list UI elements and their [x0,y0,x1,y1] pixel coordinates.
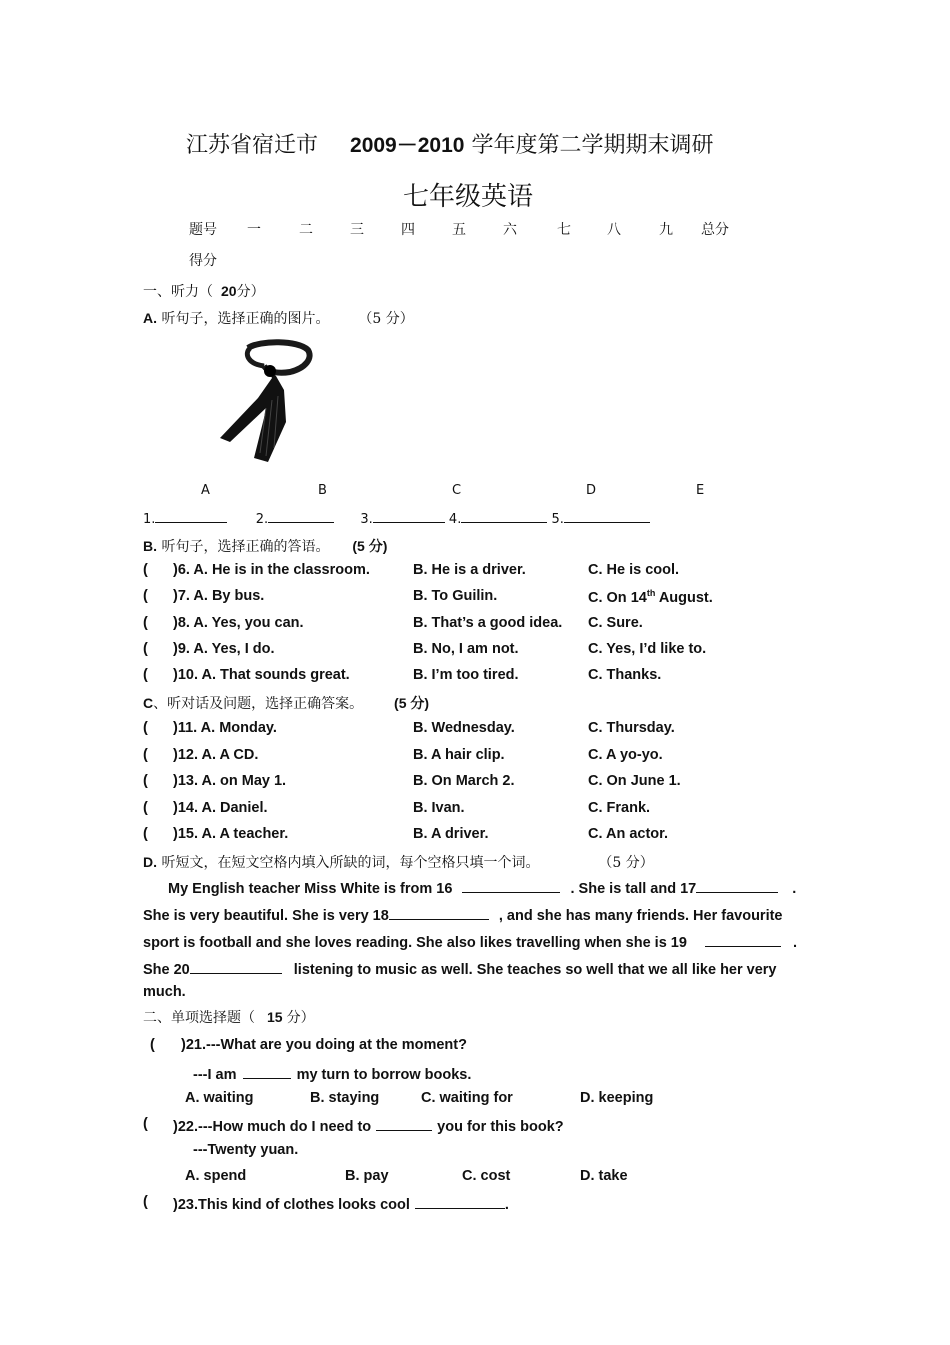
section-c-label: C [143,695,154,711]
score-col-4: 四 [401,222,415,238]
part1-heading [143,281,265,301]
question-option-c: C. An actor. [588,826,669,842]
reply-text: my turn to borrow books. [296,1067,472,1083]
question-text-b: you for this book? [437,1119,564,1135]
question-option-c: C. Sure. [588,615,643,631]
answer-3-label: 3. [360,512,373,527]
title-place: 江苏省宿迁市 [186,133,319,158]
picture-letter-b: B [318,483,327,498]
question-option-b: B. On March 2. [413,773,515,789]
passage-text: She 20 [143,962,190,978]
question-option-b: B. A hair clip. [413,747,505,763]
answer-paren[interactable]: ( [143,747,148,763]
passage-text: listening to music as well. She teaches so well that we all like her very [293,962,777,978]
score-col-7: 七 [557,222,571,238]
blank-20[interactable] [190,959,282,974]
part1-heading-post: 分） [236,284,265,300]
question-option-a: )13. A. on May 1. [173,773,287,789]
answer-5-label: 5. [551,512,564,527]
section-d-heading [143,852,654,872]
option-c: C. waiting for [421,1090,513,1106]
passage-text: , and she has many friends. Her favourite [498,908,783,924]
question-option-c: C. Frank. [588,800,651,816]
section-a-heading [143,308,414,328]
question-option-a: )12. A. A CD. [173,747,259,763]
score-col-total: 总分 [701,222,729,238]
section-a-label: A. [143,310,157,326]
question-option-a: )7. A. By bus. [173,588,265,604]
answer-5-blank[interactable] [564,508,650,523]
score-col-3: 三 [350,222,364,238]
question-option-b: B. He is a driver. [413,562,526,578]
blank-17[interactable] [696,878,778,893]
question-option-a: )6. A. He is in the classroom. [173,562,370,578]
passage-text: My English teacher Miss White is from 16 [168,881,453,897]
part1-heading-points: 20 [221,283,237,299]
ordinal-suffix: th [646,588,656,598]
picture-letter-c: C [452,483,462,498]
question-option-c: C. A yo-yo. [588,747,663,763]
question-option-b: B. To Guilin. [413,588,498,604]
blank-19[interactable] [705,932,781,947]
answer-2-label: 2. [255,512,269,527]
blank-21[interactable] [243,1064,291,1079]
passage-line [143,905,783,924]
question-option-a: )9. A. Yes, I do. [173,641,275,657]
passage-text: She is very beautiful. She is very 18 [143,908,389,924]
option-a: A. waiting [185,1090,254,1106]
section-d-label: D. [143,854,157,870]
section-b-label: B. [143,538,157,554]
passage-line [168,878,796,897]
question-option-b: B. No, I am not. [413,641,519,657]
question-option-a: )11. A. Monday. [173,720,277,736]
blank-16[interactable] [462,878,560,893]
title-term: 学年度第二学期期末调研 [471,133,714,158]
question-option-c: C. Yes, I’d like to. [588,641,707,657]
question-option-c: C. Thanks. [588,667,662,683]
question-option-b: B. Ivan. [413,800,465,816]
question-text: )21.---What are you doing at the moment? [181,1037,467,1053]
answer-1-blank[interactable] [155,508,227,523]
score-row-label: 得分 [189,253,217,269]
option-c-month: August. [655,589,713,606]
answer-1-label: 1. [143,512,156,527]
question-text-a: )22.---How much do I need to [173,1119,372,1135]
picture-letter-d: D [586,483,597,498]
question-option-a: )15. A. A teacher. [173,826,289,842]
blank-22[interactable] [376,1116,432,1131]
answer-paren[interactable]: ( [143,562,148,578]
score-col-1: 一 [247,222,261,238]
question-text [173,1194,509,1213]
question-text-a: )23.This kind of clothes looks cool [173,1197,410,1213]
answer-paren[interactable]: ( [150,1037,155,1053]
section-d-points: （5 分） [598,855,654,871]
section-c-points: (5 分) [394,695,430,711]
option-b: B. staying [310,1090,380,1106]
option-d: D. keeping [580,1090,654,1106]
passage-line: much. [143,984,186,1000]
passage-text: . She is tall and 17 [570,881,697,897]
answer-paren[interactable]: ( [143,641,148,657]
answer-paren[interactable]: ( [143,800,148,816]
score-col-label: 题号 [189,222,217,238]
question-option-c: C. He is cool. [588,562,680,578]
answer-paren[interactable]: ( [143,773,148,789]
part2-heading-pre: 二、单项选择题（ [143,1010,255,1026]
section-c-text: 、听对话及问题，选择正确答案。 [153,696,364,712]
section-a-points: （5 分） [358,311,414,327]
part2-heading-points: 15 [267,1009,283,1025]
answer-paren[interactable]: ( [143,1194,148,1210]
question-end: . [504,1197,509,1213]
passage-line [143,959,777,978]
score-col-2: 二 [299,222,313,238]
necktie-picture [210,338,320,468]
picture-letter-e: E [696,483,705,498]
score-col-5: 五 [452,222,466,238]
reply-text: ---I am [193,1067,237,1083]
section-d-text: 听短文，在短文空格内填入所缺的词，每个空格只填一个词。 [161,855,540,871]
answer-4-label: 4. [448,512,462,527]
answer-paren[interactable]: ( [143,667,148,683]
blank-18[interactable] [389,905,489,920]
answer-blanks-row [143,508,650,527]
question-option-b: B. Wednesday. [413,720,515,736]
score-col-9: 九 [659,222,673,238]
question-option-c [588,588,713,606]
question-option-b: B. A driver. [413,826,489,842]
blank-23[interactable] [415,1194,505,1209]
question-22-reply: ---Twenty yuan. [193,1142,299,1158]
exam-title [186,128,713,159]
question-option-c: C. On June 1. [588,773,681,789]
section-a-text: 听句子，选择正确的图片。 [161,311,330,327]
answer-paren[interactable]: ( [143,826,148,842]
question-option-a: )14. A. Daniel. [173,800,268,816]
answer-paren[interactable]: ( [143,720,148,736]
question-21-reply [193,1064,471,1083]
question-option-b: B. That’s a good idea. [413,615,563,631]
question-option-c: C. Thursday. [588,720,675,736]
question-text [173,1116,564,1135]
answer-paren[interactable]: ( [143,588,148,604]
passage-text: . [792,881,797,897]
passage-text: . [792,935,798,951]
section-b-text: 听句子，选择正确的答语。 [161,539,330,555]
answer-4-blank[interactable] [461,508,547,523]
passage-text: sport is football and she loves reading. She also likes travelling when she is 19 [143,935,687,951]
answer-3-blank[interactable] [373,508,445,523]
question-option-a: )10. A. That sounds great. [173,667,350,683]
picture-letter-a: A [201,483,210,498]
question-option-b: B. I’m too tired. [413,667,519,683]
question-option-a: )8. A. Yes, you can. [173,615,304,631]
title-years: 2009－2010 [350,134,465,157]
option-c: C. cost [462,1168,511,1184]
option-a: A. spend [185,1168,247,1184]
answer-paren[interactable]: ( [143,1116,148,1132]
section-b-points: (5 分) [352,538,388,554]
option-c-text: C. On 14 [588,589,647,606]
part2-heading-post: 分） [286,1010,315,1026]
answer-paren[interactable]: ( [143,615,148,631]
option-d: D. take [580,1168,628,1184]
part2-heading [143,1007,315,1027]
answer-2-blank[interactable] [268,508,334,523]
part1-heading-pre: 一、听力（ [143,284,213,300]
section-c-heading [143,693,429,713]
option-b: B. pay [345,1168,389,1184]
section-b-heading [143,536,387,556]
passage-line [143,932,797,951]
score-col-8: 八 [607,222,621,238]
exam-subtitle: 七年级英语 [403,182,534,212]
score-col-6: 六 [503,222,517,238]
